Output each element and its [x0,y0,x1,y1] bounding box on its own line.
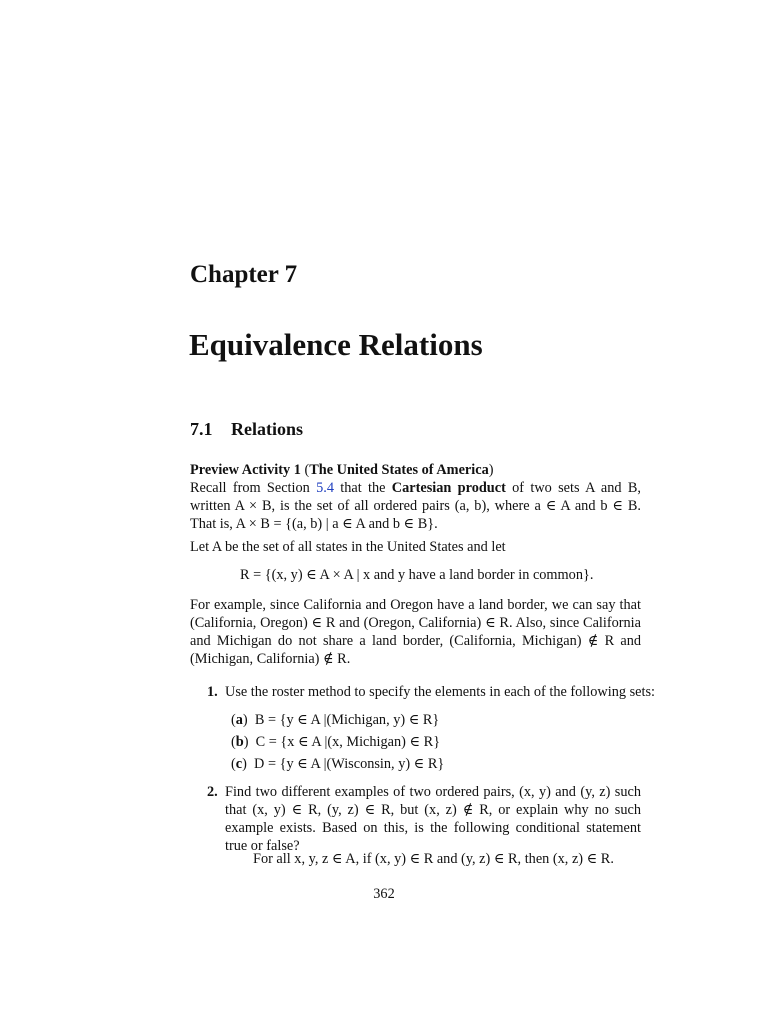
section-number: 7.1 [190,419,213,439]
subitem-c: (c) D = {y ∈ A |(Wisconsin, y) ∈ R} [231,756,445,772]
section-link[interactable]: 5.4 [316,480,334,496]
section-title: Relations [231,419,303,439]
subitem-a: (a) B = {y ∈ A |(Michigan, y) ∈ R} [231,712,440,728]
item-2-number: 2. [207,784,218,800]
let-statement: Let A be the set of all states in the United States and let [190,539,506,555]
example-paragraph: For example, since California and Oregon have a land border, we can say that (California, Oregon) ∈ R and (Oregon, California) ∈ R. Also, since California and Michigan do not share a land border, (California, Michigan) ∉ R and (Michigan, California) ∉ R. [190,597,641,667]
item-1-number: 1. [207,684,218,700]
relation-definition: R = {(x, y) ∈ A × A | x and y have a land border in common}. [240,567,594,583]
item-2-text: Find two different examples of two ordered pairs, (x, y) and (y, z) such that (x, y) ∈ R, (y, z) ∈ R, but (x, z) ∉ R, or explain why no such example exists. Based on this, is the following conditional statement true or false? [225,784,641,854]
preview-activity-label: Preview Activity 1 [190,462,301,478]
subitem-b: (b) C = {x ∈ A |(x, Michigan) ∈ R} [231,734,441,750]
cartesian-product-term: Cartesian product [391,480,506,496]
conditional-statement: For all x, y, z ∈ A, if (x, y) ∈ R and (y, z) ∈ R, then (x, z) ∈ R. [253,851,614,867]
chapter-title: Equivalence Relations [189,327,483,362]
preview-activity-subtitle: The United States of America [309,462,489,478]
cartesian-product-paragraph: Recall from Section 5.4 that the Cartesian product of two sets A and B, written A × B, is the set of all ordered pairs (a, b), where a ∈ A and b ∈ B. That is, A × B = {(a, b) | a ∈ A and b ∈ B}. [190,480,641,532]
page-number: 362 [373,886,395,902]
chapter-number: Chapter 7 [190,261,298,288]
section-heading [190,416,303,442]
item-1-text: Use the roster method to specify the elements in each of the following sets: [225,684,655,700]
preview-activity-heading: Preview Activity 1 (The United States of America) [190,462,494,478]
